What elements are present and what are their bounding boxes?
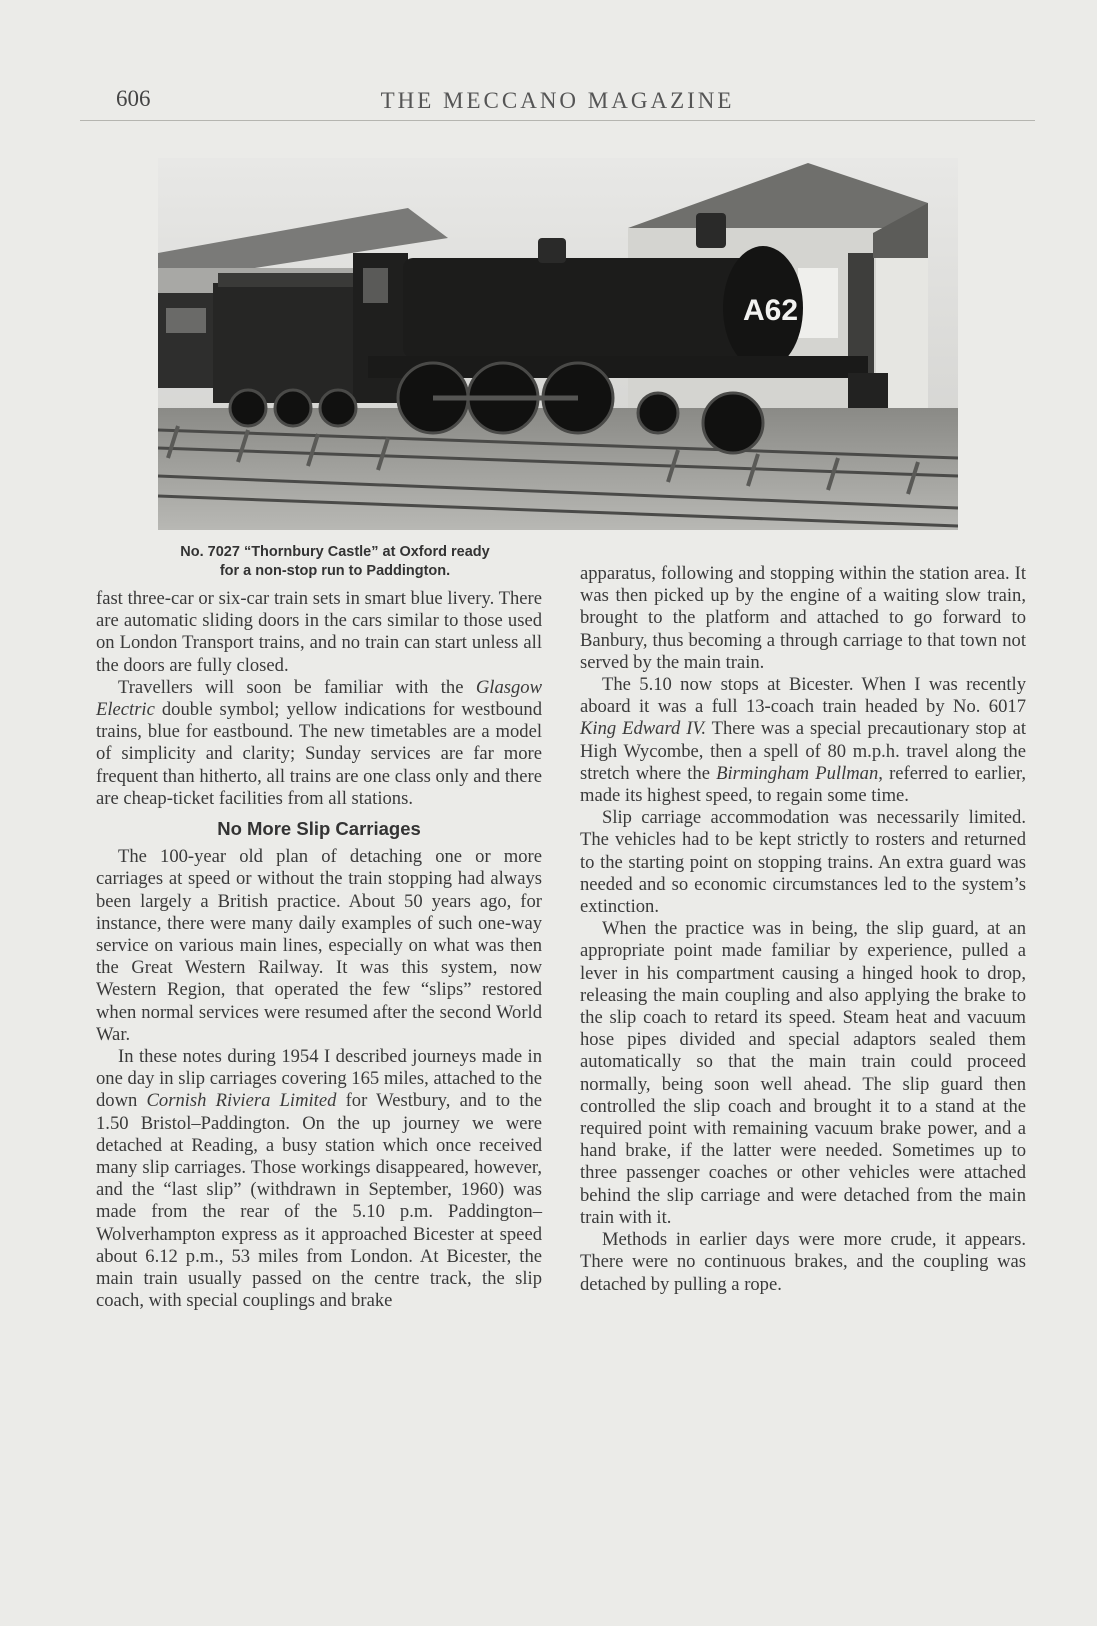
magazine-title: THE MECCANO MAGAZINE bbox=[380, 88, 735, 113]
smokebox-number: A62 bbox=[743, 294, 799, 327]
italic-text: Glasgow Electric bbox=[96, 676, 542, 721]
text-run: There was a special precautionary stop at High Wycombe, then a spell of 80 m.p.h. travel along the stretch where the bbox=[580, 718, 1026, 784]
right-column bbox=[580, 563, 1026, 1296]
italic-text: King Edward IV. bbox=[580, 718, 707, 740]
text-run: In these notes during 1954 I described journeys made in one day in slip carriages covering 165 miles, attached to the down bbox=[96, 1046, 542, 1112]
text-run: The 5.10 now stops at Bicester. When I was recently aboard it was a full 13-coach train headed by No. 6017 bbox=[580, 674, 1026, 718]
italic-text: Cornish Riviera Limited bbox=[146, 1090, 337, 1112]
paragraph: apparatus, following and stopping within the station area. It was then picked up by the engine of a waiting slow train, brought to the platform and attached to go forward to Banbury, thus becoming a through carriage to that town not served by the main train. bbox=[580, 563, 1026, 673]
text-run: Travellers will soon be familiar with the bbox=[118, 676, 476, 698]
paragraph: fast three-car or six-car train sets in smart blue livery. There are automatic sliding doors in the cars similar to those used on London Transport trains, and no train can start unless all the doors are fully closed. bbox=[96, 588, 542, 676]
paragraph: Slip carriage accommodation was necessarily limited. The vehicles had to be kept strictly to rosters and returned to the starting point on stopping trains. An extra guard was needed and so economic circumstances led to the system’s extinction. bbox=[580, 807, 1026, 918]
locomotive-illustration bbox=[158, 158, 958, 530]
paragraph bbox=[580, 674, 1026, 807]
page-number: 606 bbox=[116, 86, 151, 111]
caption-line: for a non-stop run to Paddington. bbox=[219, 563, 451, 579]
paragraph bbox=[96, 1046, 542, 1312]
paragraph: The 100-year old plan of detaching one or more carriages at speed or without the train stopping had always been largely a British practice. About 50 years ago, for instance, there were many daily examples of such one-way service on various main lines, especially on what was then the Great Western Railway. It was this system, now Western Region, that operated the few “slips” restored when normal services were resumed after the second World War. bbox=[96, 846, 542, 1045]
text-run: double symbol; yellow indications for westbound trains, blue for eastbound. The new timetables are a model of simplicity and clarity; Sunday services are far more frequent than hitherto, all trains are one class only and there are cheap-ticket facilities from all stations. bbox=[96, 699, 542, 809]
page-header bbox=[80, 80, 1035, 121]
locomotive-photo bbox=[158, 158, 958, 530]
italic-text: Birmingham Pullman, bbox=[716, 762, 883, 784]
text-run: referred to earlier, made its highest speed, to regain some time. bbox=[580, 762, 1027, 807]
paragraph: When the practice was in being, the slip guard, at an appropriate point made familiar by experience, pulled a lever in his compartment causing a hinged hook to drop, releasing the main coupling and also applying the brake to the slip coach to retard its speed. Steam heat and vacuum hose pipes divided and special adaptors sealed them automatically so that the main train could proceed normally, being soon well ahead. The slip guard then controlled the slip coach and brought it to a stand at the required point with remaining vacuum brake power, and a hand brake, if the latter were needed. Sometimes up to three passenger coaches or other vehicles were attached behind the slip carriage and were detached from the main train with it. bbox=[580, 918, 1026, 1228]
text-run: for Westbury, and to the 1.50 Bristol–Paddington. On the up journey we were detached at Reading, a busy station which once received many slip carriages. Those workings disappeared, however, and the “last slip” (withdrawn in September, 1960) was made from the rear of the 5.10 p.m. Paddington–Wolverhampton express as it approached Bicester at speed about 6.12 p.m., 53 miles from London. At Bicester, the main train usually passed on the centre track, the slip coach, with special couplings and brake bbox=[96, 1090, 543, 1312]
photo-caption bbox=[100, 543, 570, 581]
caption-line: No. 7027 “Thornbury Castle” at Oxford ready bbox=[180, 544, 490, 560]
section-heading: No More Slip Carriages bbox=[217, 818, 421, 840]
paragraph: Methods in earlier days were more crude, it appears. There were no continuous brakes, and the coupling was detached by pulling a rope. bbox=[580, 1229, 1026, 1295]
left-column bbox=[96, 588, 542, 1313]
paragraph bbox=[96, 677, 542, 810]
